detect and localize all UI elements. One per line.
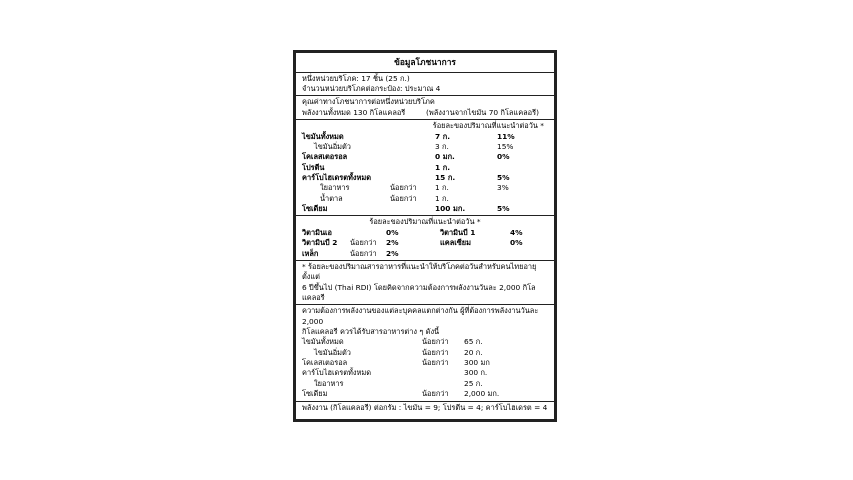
requirement-qualifier — [422, 368, 464, 378]
vitamin-qualifier — [350, 228, 386, 238]
requirement-name: ไขมันทั้งหมด — [302, 337, 344, 347]
requirements-list — [302, 337, 548, 399]
footnote-line-2: 6 ปีขึ้นไป (Thai RDI) โดยคิดจากความต้องการพลังงานวันละ 2,000 กิโลแคลอรี — [302, 282, 536, 302]
requirement-qualifier: น้อยกว่า — [422, 389, 449, 399]
vitamin-name: แคลเซียม — [440, 238, 471, 248]
nutrient-name: ไขมันทั้งหมด — [302, 131, 344, 141]
requirement-amount: 2,000 มก. — [464, 389, 500, 399]
vitamin-percent: 2% — [386, 248, 399, 258]
requirement-row — [302, 358, 548, 368]
per-serving-section — [296, 96, 554, 120]
nutrient-name: โคเลสเตอรอล — [302, 152, 348, 162]
nutrient-rdi-percent: 11% — [497, 131, 515, 141]
energy-from-fat: (พลังงานจากไขมัน 70 กิโลแคลอรี) — [426, 107, 539, 117]
nutrient-qualifier — [390, 173, 435, 183]
nutrition-facts-label — [293, 50, 557, 422]
nutrient-row — [302, 132, 548, 142]
nutrient-qualifier: น้อยกว่า — [390, 183, 417, 193]
nutrient-amount: 100 มก. — [435, 204, 466, 214]
energy-row — [302, 108, 548, 118]
nutrient-qualifier — [390, 142, 435, 152]
serving-info — [296, 73, 554, 97]
nutrient-name: โปรตีน — [302, 162, 325, 172]
vitamin-name: วิตามินเอ — [302, 227, 332, 237]
requirement-row — [302, 389, 548, 399]
nutrient-amount: 0 มก. — [435, 152, 455, 162]
requirement-name: ใยอาหาร — [314, 378, 344, 388]
nutrient-rdi-percent — [497, 194, 548, 204]
vitamin-percent — [510, 249, 548, 259]
nutrient-rdi-percent: 0% — [497, 152, 510, 162]
nutrient-qualifier — [390, 163, 435, 173]
vitamin-qualifier: น้อยกว่า — [350, 248, 377, 258]
label-title: ข้อมูลโภชนาการ — [296, 53, 554, 73]
requirement-amount: 25 ก. — [464, 378, 483, 388]
vitamin-qualifier: น้อยกว่า — [350, 238, 377, 248]
vitamin-row — [302, 249, 548, 259]
vitamin-percent: 2% — [386, 238, 399, 248]
nutrient-row — [302, 204, 548, 214]
nutrient-amount: 1 ก. — [435, 183, 449, 193]
requirement-row — [302, 337, 548, 347]
requirement-name: ไขมันอิ่มตัว — [314, 347, 351, 357]
energy-total: พลังงานทั้งหมด 130 กิโลแคลอรี — [302, 107, 406, 117]
nutrient-row — [302, 163, 548, 173]
requirement-amount: 65 ก. — [464, 337, 483, 347]
requirement-name: คาร์โบไฮเดรตทั้งหมด — [302, 368, 372, 378]
nutrient-list — [302, 132, 548, 215]
requirement-qualifier: น้อยกว่า — [422, 347, 449, 357]
nutrient-row — [302, 183, 548, 193]
nutrient-amount: 15 ก. — [435, 173, 456, 182]
requirement-qualifier: น้อยกว่า — [422, 358, 449, 368]
requirements-section — [296, 305, 554, 401]
vitamin-row — [302, 238, 548, 248]
vitamin-percent: 0% — [510, 238, 523, 248]
nutrient-rdi-percent: 15% — [497, 141, 514, 151]
nutrient-qualifier: น้อยกว่า — [390, 193, 417, 203]
requirement-qualifier: น้อยกว่า — [422, 337, 449, 347]
nutrient-name: คาร์โบไฮเดรตทั้งหมด — [302, 173, 372, 182]
rdi-header: ร้อยละของปริมาณที่แนะนำต่อวัน * — [432, 121, 544, 131]
nutrients-section — [296, 120, 554, 216]
energy-per-gram: พลังงาน (กิโลแคลอรี) ต่อกรัม : ไขมัน = 9; โปรตีน = 4; คาร์โบไฮเดรต = 4 — [302, 402, 548, 412]
nutrient-name: โซเดียม — [302, 204, 328, 214]
nutrient-amount: 3 ก. — [435, 141, 449, 151]
nutrient-qualifier — [390, 204, 435, 214]
vitamin-row — [302, 228, 548, 238]
vitamins-rdi-header: ร้อยละของปริมาณที่แนะนำต่อวัน * — [369, 217, 481, 227]
nutrient-row — [302, 152, 548, 162]
nutrient-qualifier — [390, 152, 435, 162]
vitamins-section — [296, 216, 554, 260]
vitamin-list — [302, 228, 548, 259]
requirement-name: โคเลสเตอรอล — [302, 358, 348, 368]
requirements-intro-2: กิโลแคลอรี ควรได้รับสารอาหารต่าง ๆ ดังนี้ — [302, 327, 440, 337]
per-serving-heading: คุณค่าทางโภชนาการต่อหนึ่งหน่วยบริโภค — [302, 97, 435, 107]
nutrient-name: ใยอาหาร — [320, 183, 350, 193]
serving-size: หนึ่งหน่วยบริโภค: 17 ชิ้น (25 ก.) — [302, 73, 410, 83]
nutrient-row — [302, 142, 548, 152]
requirement-name: โซเดียม — [302, 389, 328, 399]
nutrient-row — [302, 194, 548, 204]
vitamin-percent: 4% — [510, 227, 523, 237]
nutrient-qualifier — [390, 132, 435, 142]
nutrient-name: น้ำตาล — [320, 193, 343, 203]
nutrient-row — [302, 173, 548, 183]
requirement-amount: 300 มก — [464, 358, 490, 368]
nutrient-rdi-percent: 5% — [497, 204, 510, 214]
nutrient-name: ไขมันอิ่มตัว — [314, 141, 351, 151]
vitamin-name: วิตามินบี 2 — [302, 238, 338, 248]
energy-per-gram-section — [296, 402, 554, 414]
requirement-row — [302, 348, 548, 358]
requirement-row — [302, 379, 548, 389]
vitamin-percent: 0% — [386, 227, 399, 237]
footnote-line-1: * ร้อยละของปริมาณสารอาหารที่แนะนำให้บริโภคต่อวันสำหรับคนไทยอายุตั้งแต่ — [302, 261, 537, 282]
nutrient-rdi-percent — [497, 163, 548, 173]
footnote-section — [296, 261, 554, 305]
nutrient-amount: 7 ก. — [435, 131, 450, 141]
vitamin-name: เหล็ก — [302, 248, 319, 258]
servings-per-container: จำนวนหน่วยบริโภคต่อกระป๋อง: ประมาณ 4 — [302, 84, 441, 94]
requirement-amount: 20 ก. — [464, 347, 483, 357]
vitamin-name: วิตามินบี 1 — [440, 227, 476, 237]
requirement-row — [302, 368, 548, 378]
nutrient-rdi-percent: 3% — [497, 183, 509, 193]
requirement-qualifier — [422, 379, 464, 389]
nutrient-rdi-percent: 5% — [497, 173, 510, 182]
requirements-intro-1: ความต้องการพลังงานของแต่ละบุคคลแตกต่างกัน ผู้ที่ต้องการพลังงานวันละ 2,000 — [302, 306, 539, 326]
requirement-amount: 300 ก. — [464, 368, 488, 378]
vitamin-name — [440, 249, 510, 259]
nutrient-amount: 1 ก. — [435, 193, 449, 203]
nutrient-amount: 1 ก. — [435, 162, 450, 172]
